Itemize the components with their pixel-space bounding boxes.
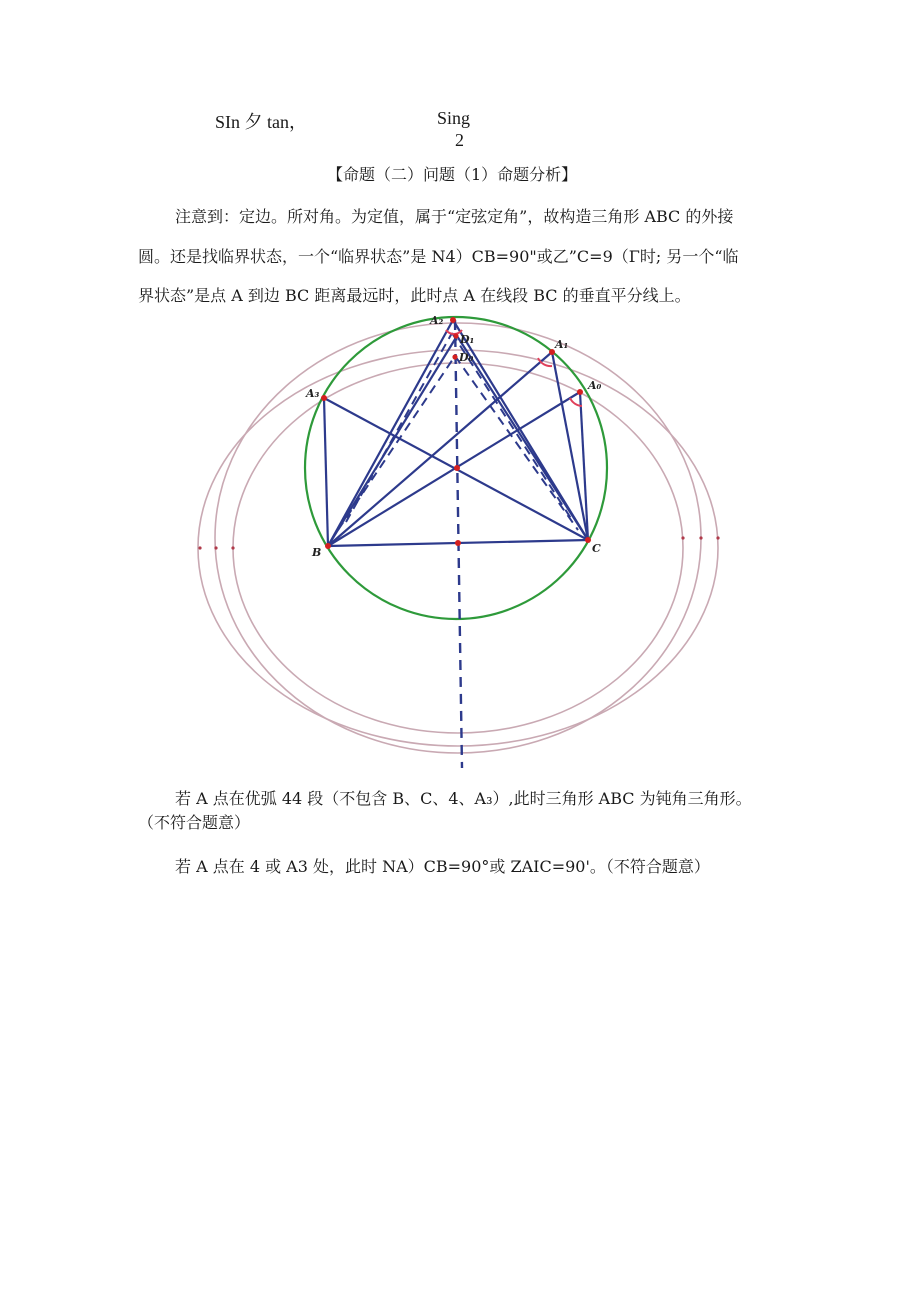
paragraph2-line2: （不符合题意） <box>138 813 251 832</box>
formula-numerator: Sing <box>437 108 471 128</box>
label-A3: A₃ <box>306 387 320 400</box>
points <box>321 317 591 549</box>
paragraph1-line2: 圆。还是找临界状态，一个“临界状态”是 N4）CB=90"或乙”C=9（Γ时; 另一个“临 <box>138 247 739 266</box>
label-A1: A₁ <box>555 338 569 351</box>
paragraph1-line1: 注意到：定边。所对角。为定值，属于“定弦定角”，故构造三角形 ABC 的外接 <box>175 207 734 226</box>
label-D0: D₀ <box>459 351 474 364</box>
label-A0: A₀ <box>588 379 602 392</box>
locus-ellipse-middle <box>215 323 701 753</box>
section-heading: 【命题（二）问题（1）命题分析】 <box>327 165 578 184</box>
paragraph1-line3: 界状态”是点 A 到边 BC 距离最远时，此时点 A 在线段 BC 的垂直平分线上。 <box>138 286 691 305</box>
label-B: B <box>312 546 322 559</box>
label-C: C <box>592 542 601 555</box>
formula-denominator: 2 <box>455 130 464 150</box>
paragraph2-line1: 若 A 点在优弧 44 段（不包含 B、C、4、A₃）,此时三角形 ABC 为钝角三角形。 <box>175 789 752 808</box>
paragraph3-line1: 若 A 点在 4 或 A3 处，此时 NA）CB=90°或 ZAIC=90'。（不符合题意） <box>175 857 710 876</box>
label-D1: D₁ <box>460 333 475 346</box>
formula-left: SIn 夕 tan， <box>215 112 307 132</box>
triangle-lines <box>324 320 588 546</box>
label-A2: A₂ <box>430 314 444 327</box>
